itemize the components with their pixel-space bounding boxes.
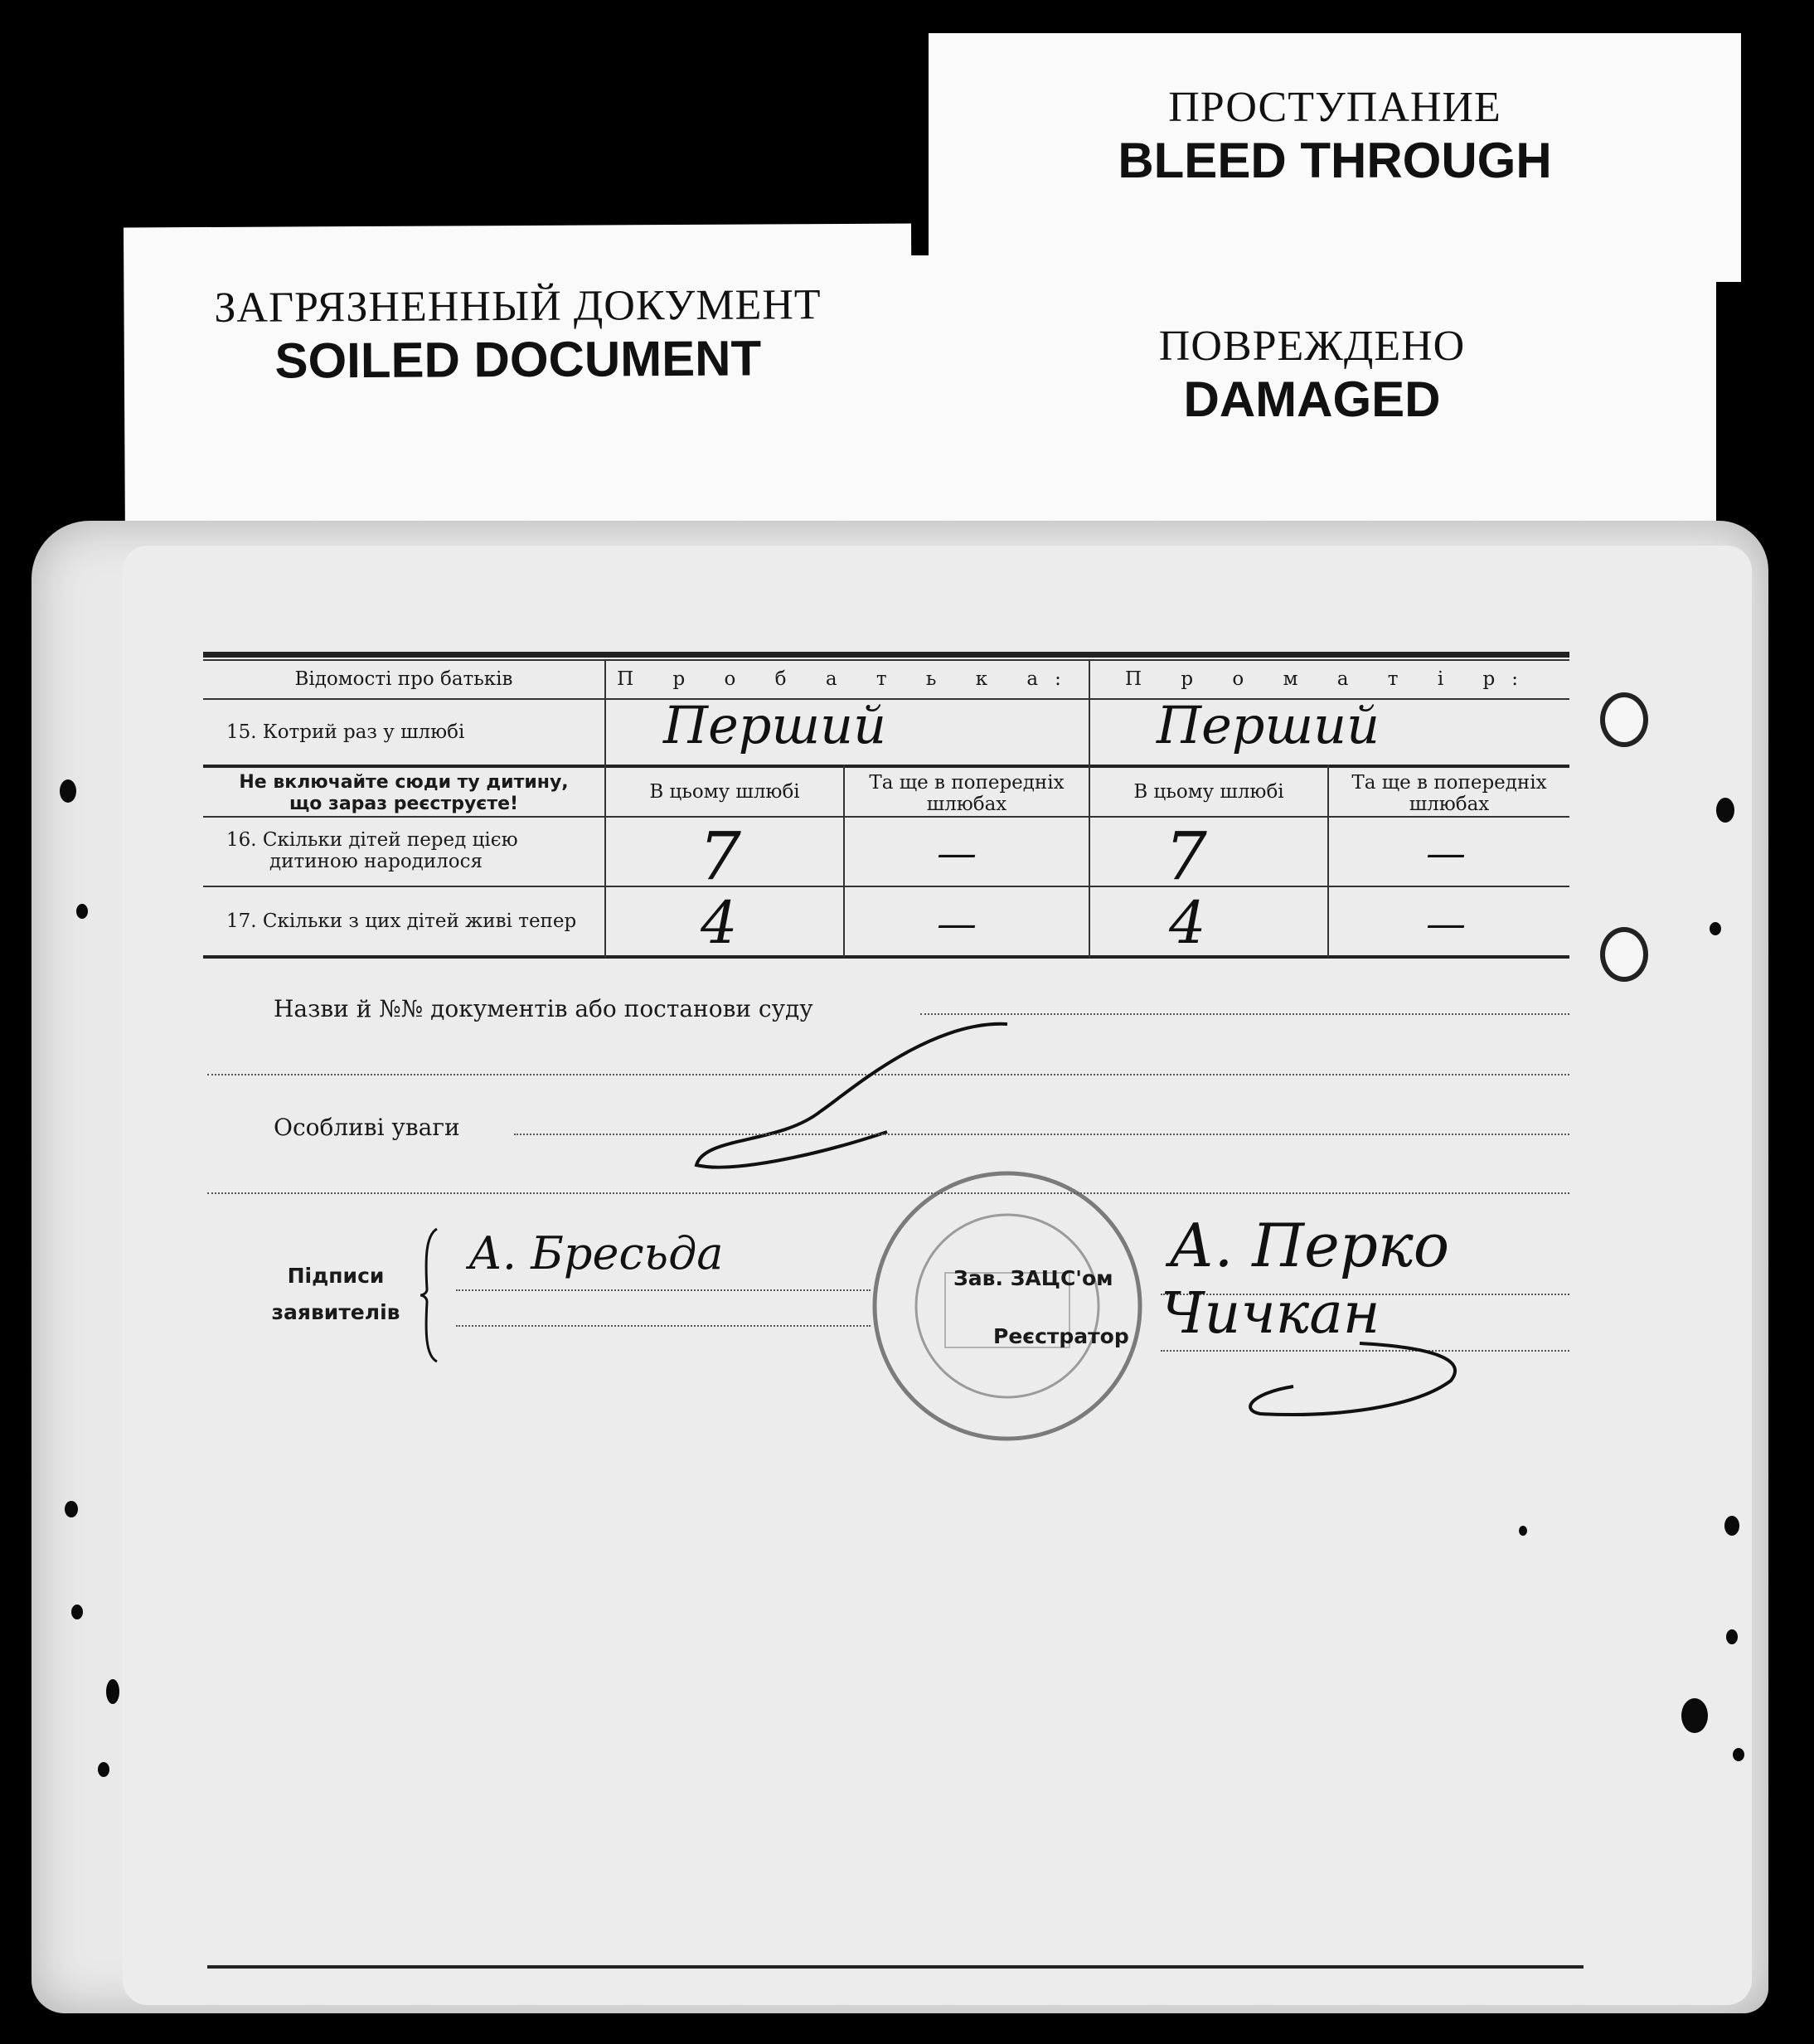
signatures-label-line1: Підписи — [287, 1264, 385, 1288]
row15-father-value: Перший — [663, 695, 887, 755]
row15-label: 15. Котрий раз у шлюбі — [226, 721, 465, 743]
header-about-mother: П р о м а т і р: — [1125, 668, 1535, 690]
registrar-label: Реєстратор — [993, 1324, 1129, 1348]
mother-previous-header-line2: шлюбах — [1409, 794, 1490, 815]
binding-hole — [71, 1605, 83, 1619]
binding-hole — [1600, 927, 1648, 982]
binding-hole — [1710, 922, 1721, 935]
applicant-signature-line — [456, 1325, 871, 1327]
documents-label: Назви й №№ документів або постанови суду — [274, 995, 813, 1022]
binding-hole — [1519, 1526, 1527, 1536]
page-bottom-rule — [207, 1965, 1584, 1969]
soiled-document-label-ru: ЗАГРЯЗНЕННЫЙ ДОКУМЕНТ — [214, 281, 822, 332]
mother-this-marriage-header: В цьому шлюбі — [1133, 781, 1284, 803]
binding-hole — [1733, 1748, 1744, 1761]
mother-previous-header-line1: Та ще в попередніх — [1351, 772, 1547, 794]
table-rule — [203, 659, 1569, 661]
row17-father-prev: — — [937, 901, 977, 947]
damaged-label — [908, 255, 1716, 529]
row17-father-this: 4 — [701, 889, 738, 957]
remarks-dotted-line — [514, 1134, 1569, 1135]
binding-hole — [1716, 798, 1734, 823]
binding-hole — [1726, 1629, 1738, 1644]
binding-hole — [1600, 692, 1648, 747]
registrar-signature-flourish — [1244, 1335, 1476, 1426]
row15-mother-value: Перший — [1157, 695, 1380, 755]
registrar-signature: Чичкан — [1161, 1281, 1380, 1347]
binding-hole — [60, 779, 76, 803]
header-about-father: П р о б а т ь к а: — [617, 668, 1078, 690]
row16-father-this: 7 — [699, 818, 741, 895]
table-column-divider — [1089, 659, 1090, 958]
bleed-through-label-en: BLEED THROUGH — [1118, 133, 1552, 188]
row16-label-line2: дитиною народилося — [269, 851, 483, 872]
binding-hole — [106, 1679, 119, 1704]
signatures-brace — [419, 1227, 444, 1364]
exclusion-note-line1: Не включайте сюди ту дитину, — [239, 772, 569, 793]
row16-mother-this: 7 — [1165, 818, 1207, 895]
bleed-through-label — [929, 33, 1741, 282]
head-of-office-label: Зав. ЗАЦС'ом — [953, 1266, 1113, 1290]
row17-mother-prev: — — [1426, 901, 1466, 947]
exclusion-note-line2: що зараз реєструєте! — [289, 794, 519, 814]
father-previous-header-line2: шлюбах — [926, 794, 1007, 815]
damaged-label-ru: ПОВРЕЖДЕНО — [1158, 323, 1466, 370]
row16-father-prev: — — [937, 830, 977, 876]
applicant-signature-line — [456, 1289, 871, 1291]
table-bottom-rule — [203, 955, 1569, 959]
soiled-document-label-en: SOILED DOCUMENT — [274, 330, 762, 389]
binding-hole — [1724, 1516, 1739, 1536]
table-rule — [203, 765, 1569, 768]
binding-hole — [65, 1501, 78, 1517]
header-parents-info: Відомості про батьків — [294, 668, 513, 690]
father-previous-header-line1: Та ще в попередніх — [869, 772, 1065, 794]
binding-hole — [1681, 1698, 1708, 1733]
head-of-office-signature: А. Перко — [1169, 1211, 1450, 1280]
dash-stroke — [680, 1012, 1028, 1177]
signatures-label-line2: заявителів — [271, 1300, 400, 1324]
soiled-document-label — [124, 224, 913, 551]
binding-hole — [76, 904, 88, 919]
registry-office-stamp — [866, 1165, 1148, 1447]
table-top-rule — [203, 652, 1569, 658]
applicant-signature: А. Бресьда — [468, 1227, 724, 1279]
row17-mother-this: 4 — [1169, 889, 1206, 957]
row17-label: 17. Скільки з цих дітей живі тепер — [226, 910, 577, 932]
remarks-label: Особливі уваги — [274, 1114, 460, 1141]
table-rule — [203, 886, 1569, 887]
table-rule — [203, 816, 1569, 818]
row16-mother-prev: — — [1426, 830, 1466, 876]
damaged-label-en: DAMAGED — [1183, 371, 1441, 427]
father-this-marriage-header: В цьому шлюбі — [649, 781, 800, 803]
binding-hole — [98, 1762, 109, 1777]
row16-label-line1: 16. Скільки дітей перед цією — [226, 829, 518, 851]
bleed-through-label-ru: ПРОСТУПАНИЕ — [1168, 84, 1501, 131]
